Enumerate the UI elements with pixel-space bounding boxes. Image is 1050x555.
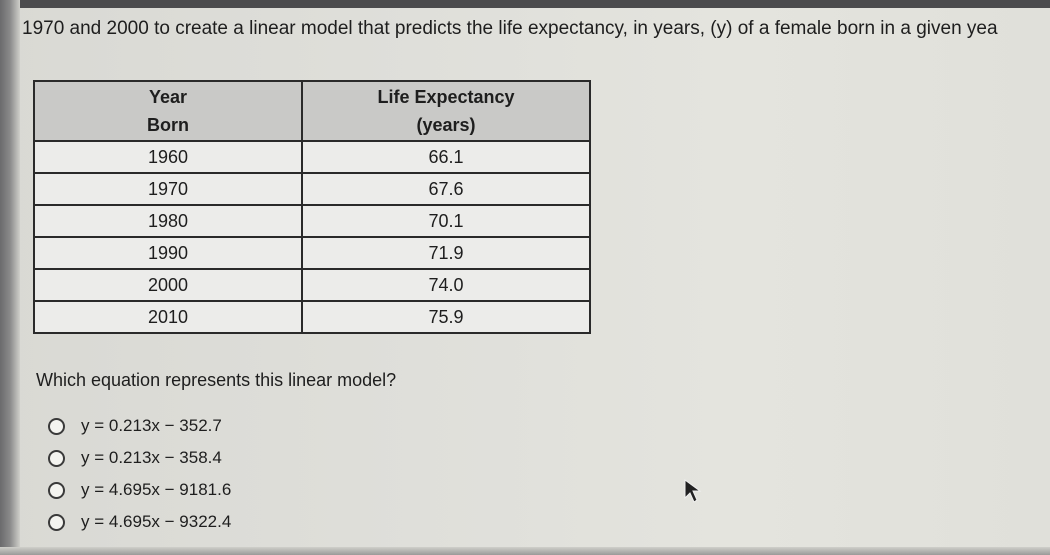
answer-choice-a[interactable] — [48, 410, 231, 442]
table-row — [34, 269, 590, 301]
question-text: 1970 and 2000 to create a linear model that predicts the life expectancy, in years, (y) of a female born in a given yea — [22, 18, 998, 39]
header-life-expectancy — [302, 81, 590, 141]
table-row — [34, 205, 590, 237]
cell-year: 1980 — [34, 205, 302, 237]
answer-choice-b[interactable] — [48, 442, 231, 474]
radio-button-icon[interactable] — [48, 482, 65, 499]
choice-label: y = 4.695x − 9181.6 — [81, 480, 232, 499]
choice-label: y = 4.695x − 9322.4 — [81, 512, 232, 531]
choice-label: y = 0.213x − 352.7 — [81, 416, 222, 435]
cell-life-expectancy: 70.1 — [302, 205, 590, 237]
table-row — [34, 141, 590, 173]
window-bottom-edge — [0, 547, 1050, 555]
header-life-line1: Life Expectancy — [377, 87, 515, 107]
table-row — [34, 173, 590, 205]
answer-choice-c[interactable] — [48, 474, 231, 506]
choice-label: y = 0.213x − 358.4 — [81, 448, 222, 467]
cell-life-expectancy: 67.6 — [302, 173, 590, 205]
cell-life-expectancy: 75.9 — [302, 301, 590, 333]
radio-button-icon[interactable] — [48, 514, 65, 531]
cell-life-expectancy: 74.0 — [302, 269, 590, 301]
cell-year: 2000 — [34, 269, 302, 301]
window-top-edge — [0, 0, 1050, 8]
radio-button-icon[interactable] — [48, 450, 65, 467]
cell-year: 1990 — [34, 237, 302, 269]
cell-life-expectancy: 71.9 — [302, 237, 590, 269]
table-row — [34, 237, 590, 269]
table-row — [34, 301, 590, 333]
header-year-born — [34, 81, 302, 141]
radio-button-icon[interactable] — [48, 418, 65, 435]
answer-choice-d[interactable] — [48, 506, 231, 538]
header-year-line1: Year — [148, 87, 188, 107]
cell-life-expectancy: 66.1 — [302, 141, 590, 173]
window-left-edge — [0, 0, 20, 555]
table-header-row — [34, 81, 590, 141]
life-expectancy-table — [33, 80, 591, 334]
cell-year: 2010 — [34, 301, 302, 333]
header-year-line2: Born — [147, 115, 189, 135]
header-life-line2: (years) — [416, 115, 476, 135]
cell-year: 1960 — [34, 141, 302, 173]
answer-choices — [48, 410, 231, 538]
question-prompt: Which equation represents this linear model? — [36, 370, 397, 390]
arrow-cursor-icon — [683, 478, 705, 509]
cell-year: 1970 — [34, 173, 302, 205]
